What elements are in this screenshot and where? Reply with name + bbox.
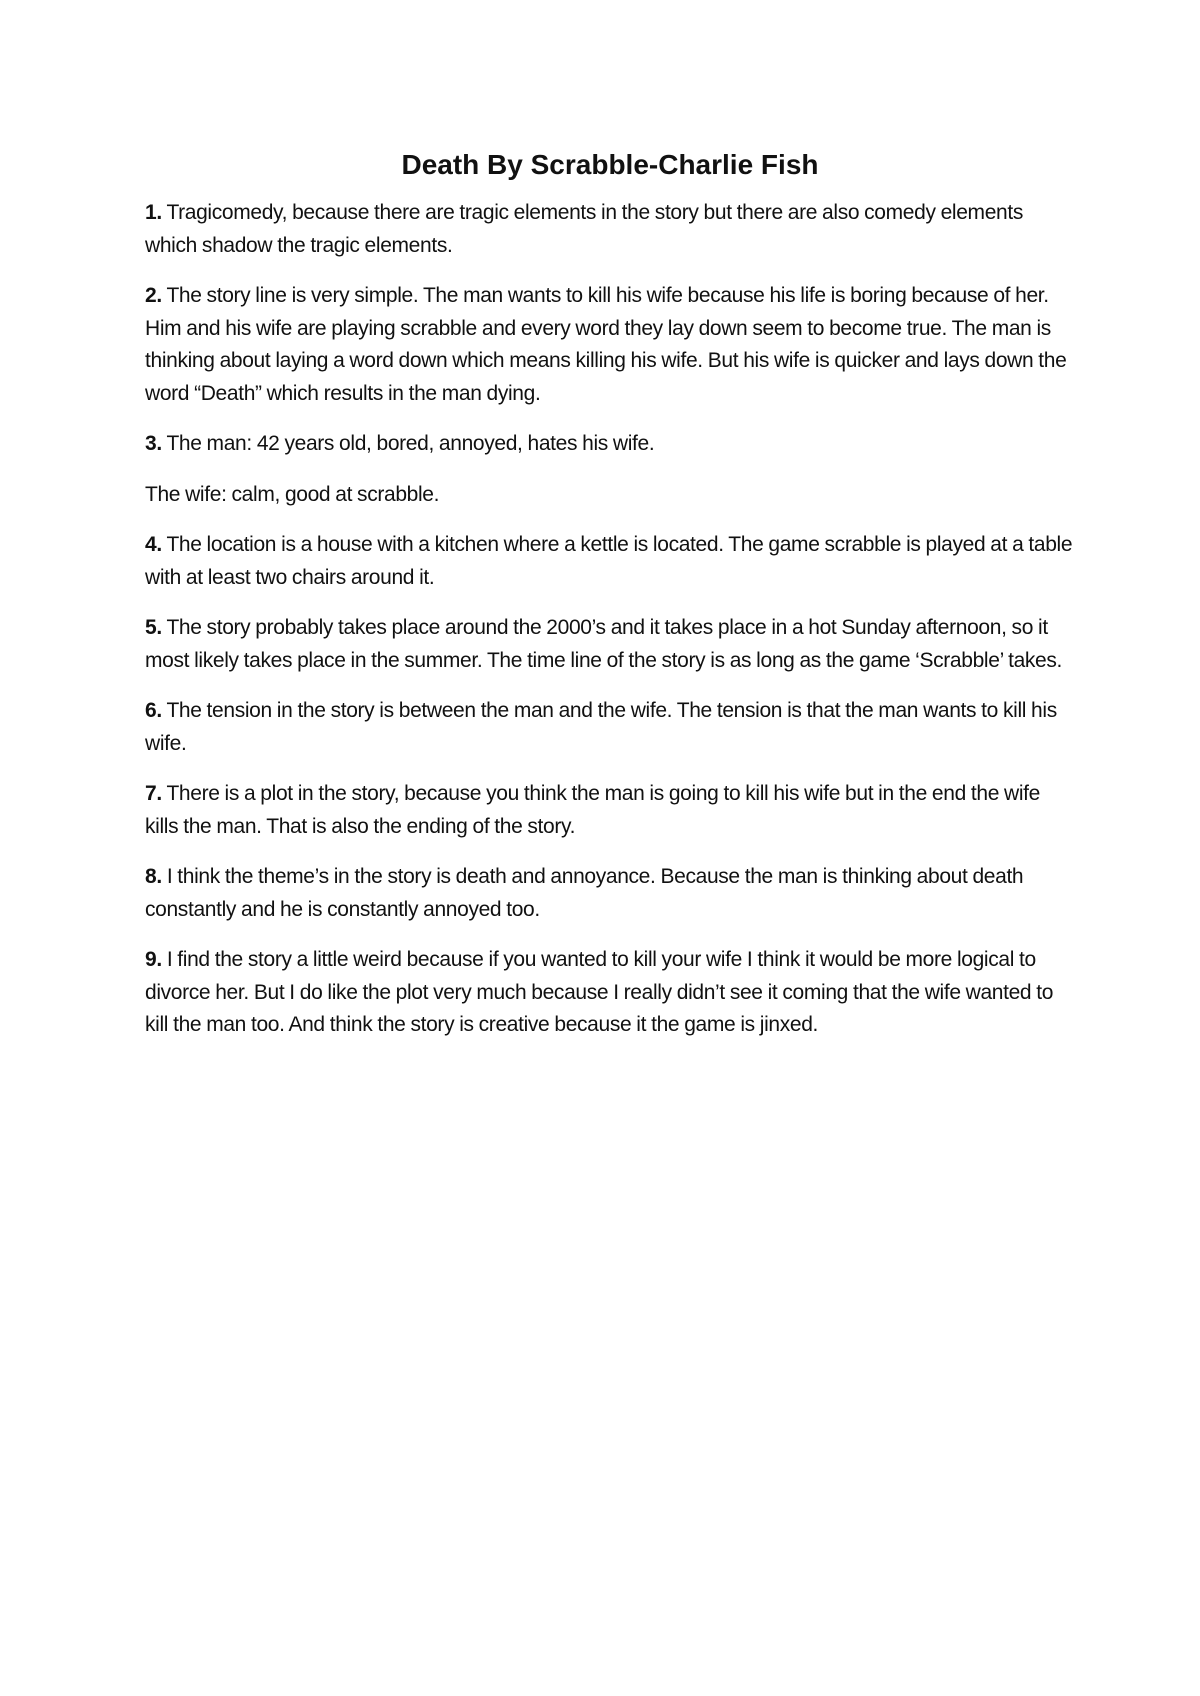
- answer-number: 8.: [145, 865, 162, 888]
- answer-paragraph-3-continued: [145, 479, 1075, 512]
- answer-text: The location is a house with a kitchen where a kettle is located. The game scrabble is played at a table with at least two chairs around it.: [145, 533, 1073, 589]
- answer-paragraph-7: [145, 778, 1075, 843]
- answer-text: There is a plot in the story, because you think the man is going to kill his wife but in the end the wife kills the man. That is also the ending of the story.: [145, 782, 1040, 838]
- answer-number: 2.: [145, 284, 162, 307]
- answer-number: 4.: [145, 533, 162, 556]
- answer-text: I find the story a little weird because if you wanted to kill your wife I think it would be more logical to divorce her. But I do like the plot very much because I really didn’t see it coming that the wife wanted to kill the man too. And think the story is creative because it the game is jinxed.: [145, 948, 1054, 1036]
- answer-paragraph-1: [145, 197, 1075, 262]
- answer-number: 1.: [145, 201, 162, 224]
- answer-number: 9.: [145, 948, 162, 971]
- answer-number: 6.: [145, 699, 162, 722]
- answer-text: The story line is very simple. The man wants to kill his wife because his life is boring because of her. Him and his wife are playing scrabble and every word they lay down seem to become true. The man is thinking about laying a word down which means killing his wife. But his wife is quicker and lays down the word “Death” which results in the man dying.: [145, 284, 1067, 405]
- document-title: Death By Scrabble-Charlie Fish: [401, 149, 819, 180]
- answer-paragraph-5: [145, 612, 1075, 677]
- document-body: [145, 145, 1075, 1060]
- answer-paragraph-8: [145, 861, 1075, 926]
- answer-number: 3.: [145, 432, 162, 455]
- answer-text: I think the theme’s in the story is death and annoyance. Because the man is thinking about death constantly and he is constantly annoyed too.: [145, 865, 1024, 921]
- answer-paragraph-9: [145, 944, 1075, 1042]
- answer-paragraph-2: [145, 280, 1075, 410]
- answer-number: 5.: [145, 616, 162, 639]
- answer-text: Tragicomedy, because there are tragic elements in the story but there are also comedy elements which shadow the tragic elements.: [145, 201, 1023, 257]
- answer-text: The story probably takes place around the 2000’s and it takes place in a hot Sunday afternoon, so it most likely takes place in the summer. The time line of the story is as long as the game ‘Scrabble’ takes.: [145, 616, 1063, 672]
- answer-text: The man: 42 years old, bored, annoyed, hates his wife.: [166, 432, 655, 455]
- answer-text: The tension in the story is between the man and the wife. The tension is that the man wants to kill his wife.: [145, 699, 1057, 755]
- answer-paragraph-3: [145, 428, 1075, 461]
- answer-paragraph-4: [145, 529, 1075, 594]
- answer-number: 7.: [145, 782, 162, 805]
- answer-paragraph-6: [145, 695, 1075, 760]
- answer-text: The wife: calm, good at scrabble.: [145, 482, 440, 506]
